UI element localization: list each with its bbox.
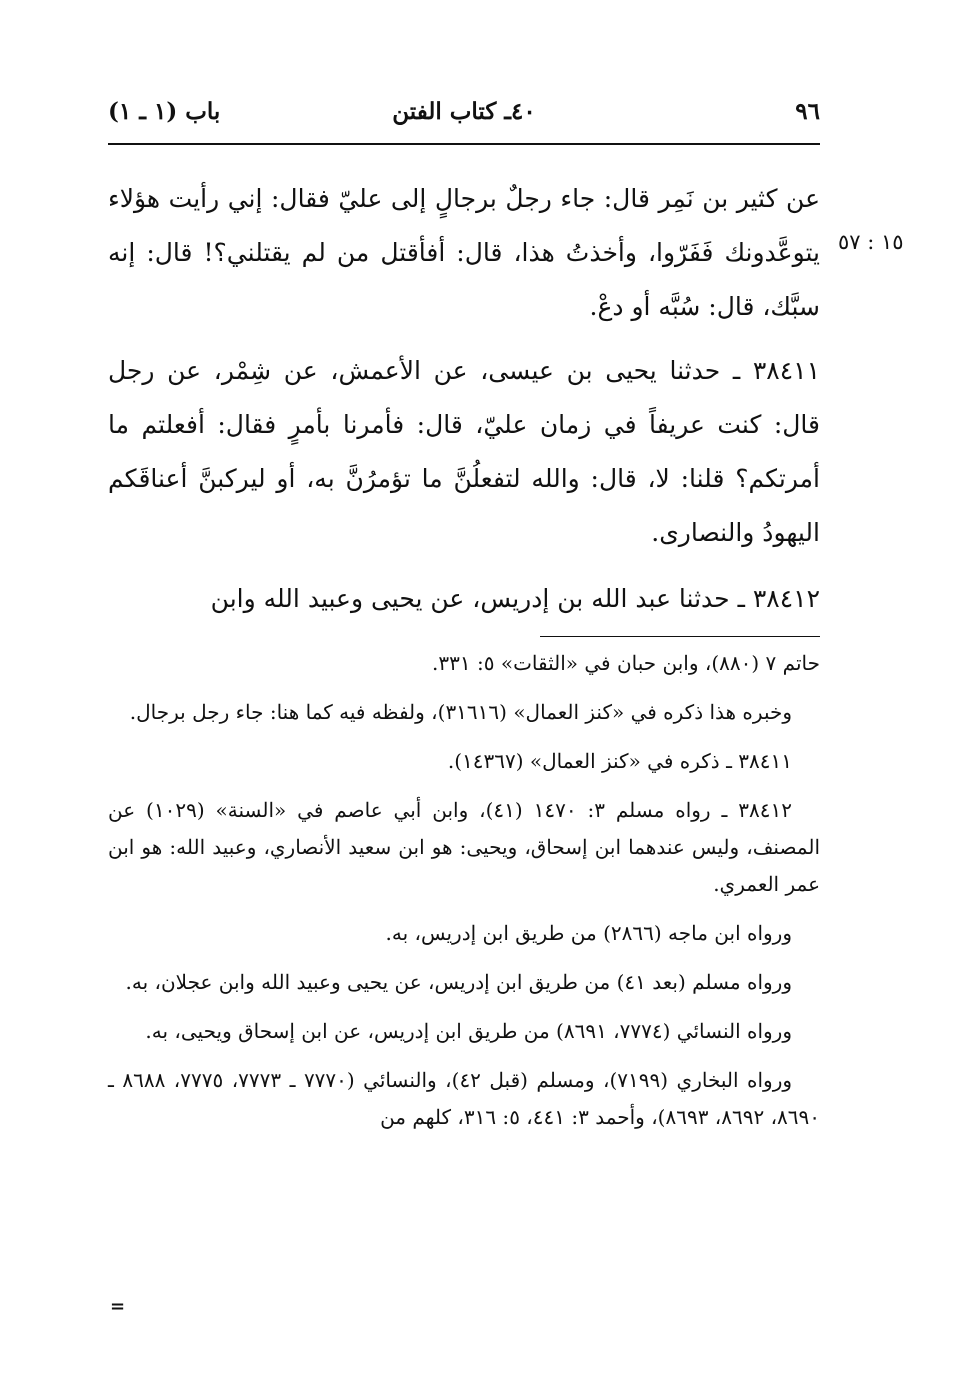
footnote: ٣٨٤١٢ ـ رواه مسلم ٣: ١٤٧٠ (٤١)، وابن أبي عاصم في «السنة» (١٠٢٩) عن المصنف، وليس عندهما ابن إسحاق، ويحيى: هو ابن سعيد الأنصاري، وعبيد الله: هو ابن عمر العمري. [108, 798, 820, 896]
main-paragraph: ٣٨٤١٢ ـ حدثنا عبد الله بن إدريس، عن يحيى وعبيد الله وابن [210, 584, 820, 613]
main-text-block-1 [108, 172, 820, 334]
main-text-block-2 [108, 344, 820, 560]
footnote: ورواه مسلم (بعد ٤١) من طريق ابن إدريس، عن يحيى وعبيد الله وابن عجلان، به. [125, 970, 792, 994]
footnote: ورواه البخاري (٧١٩٩)، ومسلم (قبل ٤٢)، والنسائي (٧٧٧٠ ـ ٧٧٧٣، ٧٧٧٥، ٨٦٨٨ ـ ٨٦٩٠، ٨٦٩٢، ٨٦٩٣)، وأحمد ٣: ٤٤١، ٥: ٣١٦، كلهم من [108, 1068, 820, 1129]
footnote: ورواه ابن ماجه (٢٨٦٦) من طريق ابن إدريس، به. [385, 921, 792, 945]
page-header [108, 92, 820, 142]
header-rule [108, 143, 820, 145]
book-title: ٤٠ـ كتاب الفتن [392, 98, 536, 125]
page-number: ٩٦ [795, 98, 820, 125]
footnote: ورواه النسائي (٧٧٧٤، ٨٦٩١) من طريق ابن إدريس، عن ابن إسحاق ويحيى، به. [145, 1019, 792, 1043]
main-paragraph: ٣٨٤١١ ـ حدثنا يحيى بن عيسى، عن الأعمش، عن شِمْر، عن رجل قال: كنت عريفاً في زمان عليّ، قال: فأمرنا بأمرٍ فقال: أفعلتم ما أمرتكم؟ قلنا: لا، قال: والله لتفعلُنَّ ما تؤمرُنَّ به، أو ليركبنَّ أعناقَكم اليهودُ والنصارى. [108, 356, 820, 547]
footnote: وخبره هذا ذكره في «كنز العمال» (٣١٦١٦)، ولفظه فيه كما هنا: جاء رجل برجال. [129, 700, 792, 724]
footnote: حاتم ٧ (٨٨٠)، وابن حبان في «الثقات» ٥: ٣٣١. [432, 651, 820, 675]
margin-reference: ١٥ : ٥٧ [838, 230, 904, 254]
chapter-label: باب (١ ـ ١) [108, 98, 221, 125]
footnote-rule [540, 636, 820, 637]
continuation-mark: = [110, 1296, 126, 1317]
footnote: ٣٨٤١١ ـ ذكره في «كنز العمال» (١٤٣٦٧). [447, 749, 792, 773]
main-text-block-3 [108, 572, 820, 626]
main-paragraph: عن كثير بن نَمِر قال: جاء رجلٌ برجالٍ إلى عليّ فقال: إني رأيت هؤلاء يتوعَّدونك فَفَرّوا، وأخذتُ هذا، قال: أفأقتل من لم يقتلني؟! قال: إنه سبَّك، قال: سُبَّه أو دعْ. [108, 184, 820, 321]
footnotes [108, 645, 820, 1148]
